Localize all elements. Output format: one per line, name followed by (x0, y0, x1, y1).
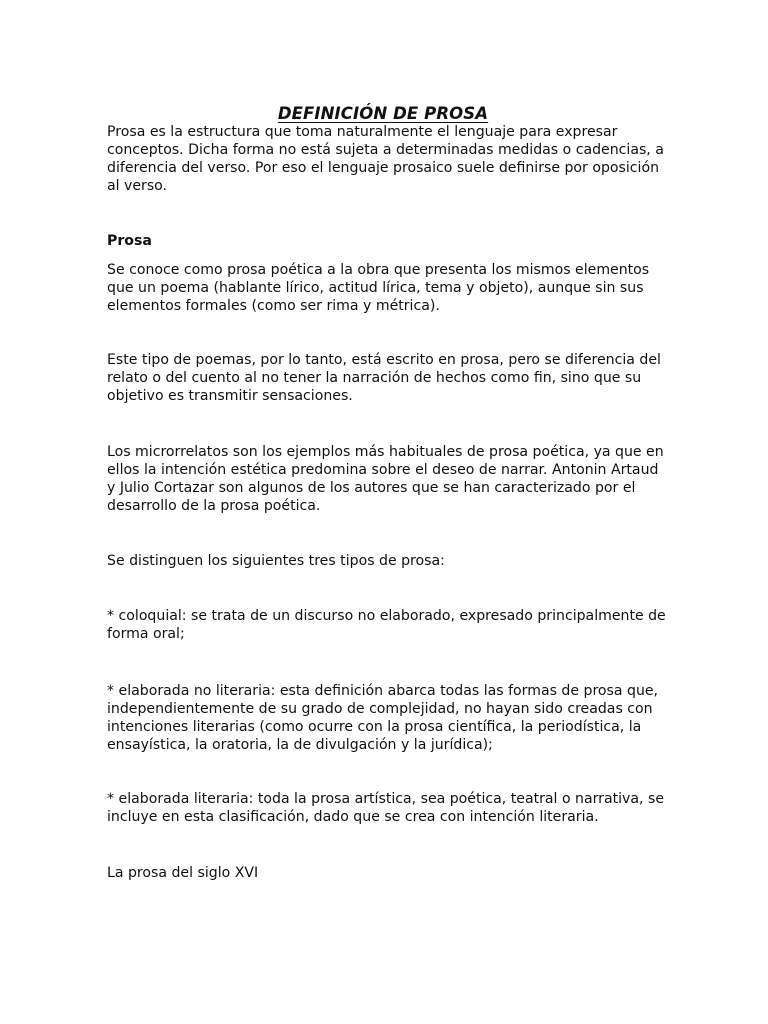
list-item-coloquial: * coloquial: se trata de un discurso no elaborado, expresado principalmente de forma oral; (107, 608, 666, 642)
intro-paragraph: Prosa es la estructura que toma naturalmente el lenguaje para expresar conceptos. Dicha forma no está sujeta a determinadas medidas o cadencias, a diferencia del verso. Por eso el lenguaje prosaico suele definirse por oposición al verso. (107, 124, 664, 194)
paragraph-tipo-poemas: Este tipo de poemas, por lo tanto, está escrito en prosa, pero se diferencia del relato o del cuento al no tener la narración de hechos como fin, sino que su objetivo es transmitir sensaciones. (107, 352, 661, 404)
paragraph-types-intro: Se distinguen los siguientes tres tipos de prosa: (107, 553, 445, 569)
document-title: DEFINICIÓN DE PROSA (277, 104, 489, 124)
paragraph-microrrelatos: Los microrrelatos son los ejemplos más habituales de prosa poética, ya que en ellos la intención estética predomina sobre el deseo de narrar. Antonin Artaud y Julio Cortazar son algunos de los autores que se han caracterizado por el desarrollo de la prosa poética. (107, 444, 664, 514)
closing-line: La prosa del siglo XVI (107, 865, 259, 881)
list-item-elaborada-no-literaria: * elaborada no literaria: esta definición abarca todas las formas de prosa que, independientemente de su grado de complejidad, no hayan sido creadas con intenciones literarias (como ocurre con la prosa científica, la periodística, la ensayística, la oratoria, la de divulgación y la jurídica); (107, 683, 659, 753)
paragraph-prosa-poetica: Se conoce como prosa poética a la obra que presenta los mismos elementos que un poema (hablante lírico, actitud lírica, tema y objeto), aunque sin sus elementos formales (como ser rima y métrica). (107, 262, 650, 314)
list-item-elaborada-literaria: * elaborada literaria: toda la prosa artística, sea poética, teatral o narrativa, se incluye en esta clasificación, dado que se crea con intención literaria. (107, 791, 664, 825)
section-heading: Prosa (107, 233, 152, 249)
